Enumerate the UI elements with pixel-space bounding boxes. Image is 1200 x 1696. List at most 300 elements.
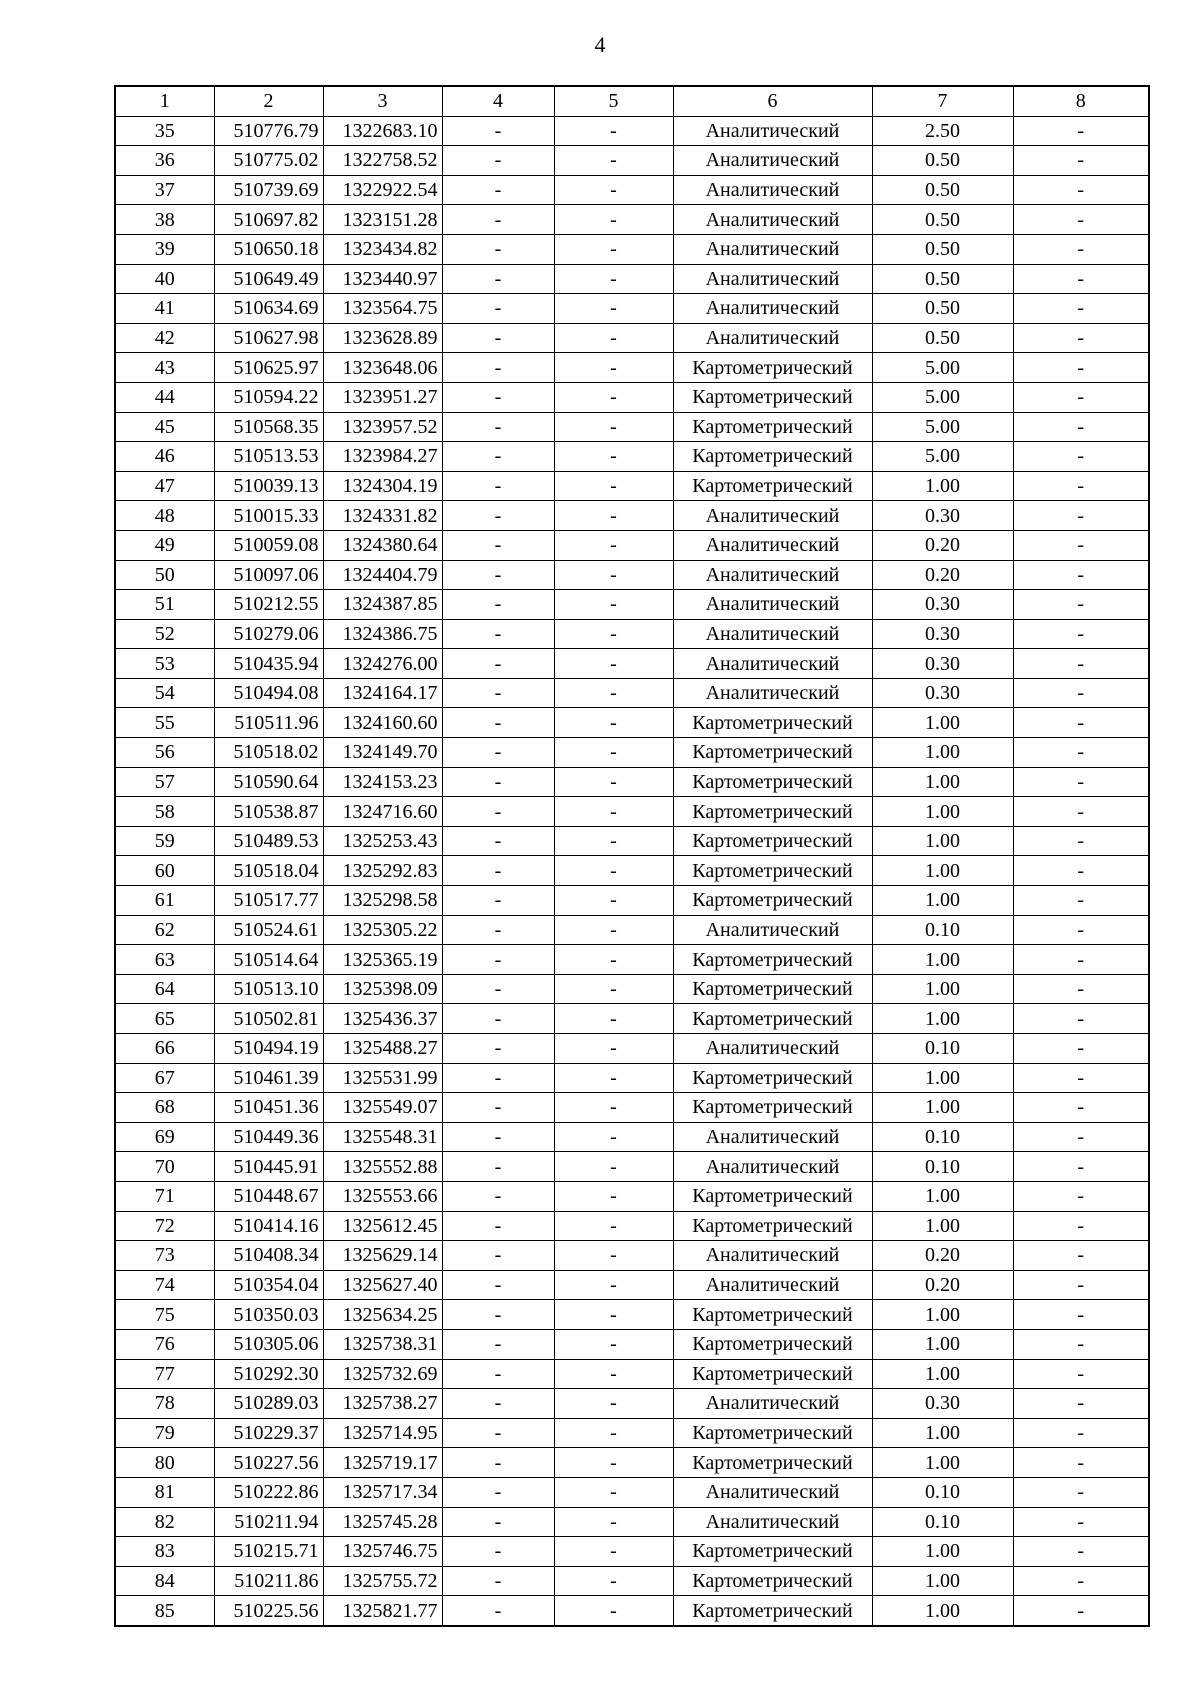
point-number: 53 — [115, 649, 214, 679]
coord-x: 510650.18 — [214, 234, 323, 264]
col-5-value: - — [554, 1329, 673, 1359]
precision: 1.00 — [872, 886, 1013, 916]
point-number: 75 — [115, 1300, 214, 1330]
coord-x: 510222.86 — [214, 1477, 323, 1507]
col-4-value: - — [442, 530, 554, 560]
page-number: 4 — [594, 32, 606, 57]
method: Аналитический — [673, 1389, 872, 1419]
point-number: 51 — [115, 590, 214, 620]
point-number: 36 — [115, 146, 214, 176]
table-row — [115, 1211, 1149, 1241]
coord-x: 510489.53 — [214, 826, 323, 856]
coord-x: 510279.06 — [214, 619, 323, 649]
table-row — [115, 678, 1149, 708]
col-4-value: - — [442, 1181, 554, 1211]
coord-y: 1325548.31 — [323, 1122, 442, 1152]
col-8-value: - — [1013, 1596, 1149, 1626]
method: Аналитический — [673, 1241, 872, 1271]
col-4-value: - — [442, 1300, 554, 1330]
method: Картометрический — [673, 886, 872, 916]
coord-x: 510229.37 — [214, 1418, 323, 1448]
col-5-value: - — [554, 205, 673, 235]
point-number: 85 — [115, 1596, 214, 1626]
coord-x: 510524.61 — [214, 915, 323, 945]
precision: 0.30 — [872, 649, 1013, 679]
precision: 5.00 — [872, 382, 1013, 412]
col-8-value: - — [1013, 678, 1149, 708]
coord-x: 510776.79 — [214, 116, 323, 146]
precision: 1.00 — [872, 471, 1013, 501]
point-number: 52 — [115, 619, 214, 649]
col-8-value: - — [1013, 1566, 1149, 1596]
table-row — [115, 1359, 1149, 1389]
precision: 1.00 — [872, 797, 1013, 827]
precision: 0.10 — [872, 1122, 1013, 1152]
point-number: 46 — [115, 442, 214, 472]
col-8-value: - — [1013, 530, 1149, 560]
precision: 0.30 — [872, 590, 1013, 620]
point-number: 71 — [115, 1181, 214, 1211]
col-4-value: - — [442, 1152, 554, 1182]
table-row — [115, 1537, 1149, 1567]
col-4-value: - — [442, 945, 554, 975]
method: Картометрический — [673, 471, 872, 501]
table-row — [115, 590, 1149, 620]
coord-x: 510408.34 — [214, 1241, 323, 1271]
coord-y: 1324153.23 — [323, 767, 442, 797]
column-header-5: 5 — [554, 86, 673, 116]
col-8-value: - — [1013, 649, 1149, 679]
col-8-value: - — [1013, 442, 1149, 472]
col-4-value: - — [442, 886, 554, 916]
col-8-value: - — [1013, 1063, 1149, 1093]
column-header-3: 3 — [323, 86, 442, 116]
col-8-value: - — [1013, 175, 1149, 205]
table-row — [115, 442, 1149, 472]
col-8-value: - — [1013, 1507, 1149, 1537]
table-row — [115, 915, 1149, 945]
col-8-value: - — [1013, 974, 1149, 1004]
table-row — [115, 826, 1149, 856]
coord-y: 1325732.69 — [323, 1359, 442, 1389]
coord-x: 510212.55 — [214, 590, 323, 620]
precision: 1.00 — [872, 826, 1013, 856]
table-header-row — [115, 86, 1149, 116]
col-4-value: - — [442, 1093, 554, 1123]
col-8-value: - — [1013, 412, 1149, 442]
col-4-value: - — [442, 915, 554, 945]
col-4-value: - — [442, 1270, 554, 1300]
coord-y: 1323434.82 — [323, 234, 442, 264]
col-4-value: - — [442, 471, 554, 501]
col-5-value: - — [554, 1152, 673, 1182]
point-number: 84 — [115, 1566, 214, 1596]
point-number: 76 — [115, 1329, 214, 1359]
column-header-6: 6 — [673, 86, 872, 116]
col-4-value: - — [442, 1418, 554, 1448]
col-4-value: - — [442, 619, 554, 649]
point-number: 81 — [115, 1477, 214, 1507]
col-8-value: - — [1013, 382, 1149, 412]
point-number: 43 — [115, 353, 214, 383]
col-5-value: - — [554, 649, 673, 679]
coord-y: 1325745.28 — [323, 1507, 442, 1537]
coord-x: 510494.08 — [214, 678, 323, 708]
coord-y: 1325627.40 — [323, 1270, 442, 1300]
method: Аналитический — [673, 294, 872, 324]
coord-x: 510354.04 — [214, 1270, 323, 1300]
col-4-value: - — [442, 708, 554, 738]
coord-x: 510211.86 — [214, 1566, 323, 1596]
method: Картометрический — [673, 826, 872, 856]
precision: 1.00 — [872, 1566, 1013, 1596]
precision: 1.00 — [872, 1596, 1013, 1626]
point-number: 80 — [115, 1448, 214, 1478]
coord-y: 1325738.31 — [323, 1329, 442, 1359]
precision: 2.50 — [872, 116, 1013, 146]
method: Картометрический — [673, 974, 872, 1004]
coord-x: 510514.64 — [214, 945, 323, 975]
point-number: 77 — [115, 1359, 214, 1389]
point-number: 73 — [115, 1241, 214, 1271]
table-row — [115, 1596, 1149, 1626]
col-8-value: - — [1013, 915, 1149, 945]
point-number: 65 — [115, 1004, 214, 1034]
col-8-value: - — [1013, 1211, 1149, 1241]
col-4-value: - — [442, 264, 554, 294]
method: Аналитический — [673, 205, 872, 235]
col-5-value: - — [554, 294, 673, 324]
point-number: 44 — [115, 382, 214, 412]
table-row — [115, 767, 1149, 797]
method: Картометрический — [673, 1063, 872, 1093]
col-8-value: - — [1013, 767, 1149, 797]
table-row — [115, 116, 1149, 146]
col-4-value: - — [442, 590, 554, 620]
precision: 0.30 — [872, 619, 1013, 649]
coord-y: 1323984.27 — [323, 442, 442, 472]
coord-x: 510350.03 — [214, 1300, 323, 1330]
coord-y: 1323648.06 — [323, 353, 442, 383]
coord-x: 510215.71 — [214, 1537, 323, 1567]
col-5-value: - — [554, 1181, 673, 1211]
coord-y: 1323151.28 — [323, 205, 442, 235]
precision: 1.00 — [872, 1448, 1013, 1478]
table-row — [115, 501, 1149, 531]
table-row — [115, 382, 1149, 412]
coord-y: 1325719.17 — [323, 1448, 442, 1478]
precision: 0.20 — [872, 1270, 1013, 1300]
col-4-value: - — [442, 1004, 554, 1034]
col-5-value: - — [554, 471, 673, 501]
coord-x: 510097.06 — [214, 560, 323, 590]
col-5-value: - — [554, 1596, 673, 1626]
col-5-value: - — [554, 678, 673, 708]
col-5-value: - — [554, 1389, 673, 1419]
coord-x: 510739.69 — [214, 175, 323, 205]
col-5-value: - — [554, 974, 673, 1004]
method: Картометрический — [673, 797, 872, 827]
coord-y: 1324276.00 — [323, 649, 442, 679]
coord-x: 510461.39 — [214, 1063, 323, 1093]
col-5-value: - — [554, 1359, 673, 1389]
method: Картометрический — [673, 1300, 872, 1330]
col-4-value: - — [442, 353, 554, 383]
table-row — [115, 1093, 1149, 1123]
method: Картометрический — [673, 738, 872, 768]
point-number: 69 — [115, 1122, 214, 1152]
col-4-value: - — [442, 1477, 554, 1507]
table-row — [115, 945, 1149, 975]
col-5-value: - — [554, 708, 673, 738]
table-row — [115, 264, 1149, 294]
precision: 0.50 — [872, 234, 1013, 264]
col-5-value: - — [554, 264, 673, 294]
table-row — [115, 708, 1149, 738]
coord-x: 510494.19 — [214, 1034, 323, 1064]
col-5-value: - — [554, 797, 673, 827]
col-4-value: - — [442, 1211, 554, 1241]
table-row — [115, 294, 1149, 324]
point-number: 40 — [115, 264, 214, 294]
col-8-value: - — [1013, 234, 1149, 264]
col-4-value: - — [442, 146, 554, 176]
col-5-value: - — [554, 1537, 673, 1567]
point-number: 63 — [115, 945, 214, 975]
coord-y: 1323564.75 — [323, 294, 442, 324]
coord-x: 510518.04 — [214, 856, 323, 886]
col-4-value: - — [442, 767, 554, 797]
coord-y: 1324331.82 — [323, 501, 442, 531]
coord-x: 510445.91 — [214, 1152, 323, 1182]
col-4-value: - — [442, 1063, 554, 1093]
coord-y: 1324387.85 — [323, 590, 442, 620]
table-row — [115, 1122, 1149, 1152]
coord-y: 1325298.58 — [323, 886, 442, 916]
table-row — [115, 649, 1149, 679]
coord-x: 510225.56 — [214, 1596, 323, 1626]
method: Аналитический — [673, 1122, 872, 1152]
table-row — [115, 1270, 1149, 1300]
method: Картометрический — [673, 1181, 872, 1211]
table-row — [115, 1566, 1149, 1596]
col-5-value: - — [554, 353, 673, 383]
col-5-value: - — [554, 619, 673, 649]
col-5-value: - — [554, 826, 673, 856]
method: Картометрический — [673, 1566, 872, 1596]
col-4-value: - — [442, 560, 554, 590]
precision: 5.00 — [872, 353, 1013, 383]
coord-y: 1325292.83 — [323, 856, 442, 886]
method: Аналитический — [673, 146, 872, 176]
coord-x: 510414.16 — [214, 1211, 323, 1241]
coord-y: 1325717.34 — [323, 1477, 442, 1507]
table-row — [115, 205, 1149, 235]
coord-y: 1324304.19 — [323, 471, 442, 501]
col-5-value: - — [554, 856, 673, 886]
method: Картометрический — [673, 767, 872, 797]
col-4-value: - — [442, 797, 554, 827]
table-row — [115, 619, 1149, 649]
coord-x: 510517.77 — [214, 886, 323, 916]
method: Картометрический — [673, 1093, 872, 1123]
col-5-value: - — [554, 1063, 673, 1093]
table-row — [115, 1181, 1149, 1211]
method: Картометрический — [673, 1359, 872, 1389]
col-5-value: - — [554, 1507, 673, 1537]
point-number: 67 — [115, 1063, 214, 1093]
table-row — [115, 560, 1149, 590]
coord-y: 1322922.54 — [323, 175, 442, 205]
coord-x: 510627.98 — [214, 323, 323, 353]
table-row — [115, 1389, 1149, 1419]
coord-y: 1325634.25 — [323, 1300, 442, 1330]
precision: 1.00 — [872, 1359, 1013, 1389]
col-8-value: - — [1013, 471, 1149, 501]
col-5-value: - — [554, 530, 673, 560]
method: Картометрический — [673, 1004, 872, 1034]
table-row — [115, 1507, 1149, 1537]
col-5-value: - — [554, 382, 673, 412]
col-5-value: - — [554, 116, 673, 146]
coord-x: 510538.87 — [214, 797, 323, 827]
precision: 1.00 — [872, 1300, 1013, 1330]
col-8-value: - — [1013, 1270, 1149, 1300]
coord-x: 510059.08 — [214, 530, 323, 560]
col-4-value: - — [442, 826, 554, 856]
col-8-value: - — [1013, 353, 1149, 383]
table-body — [115, 116, 1149, 1626]
precision: 0.20 — [872, 530, 1013, 560]
precision: 1.00 — [872, 738, 1013, 768]
table-row — [115, 1418, 1149, 1448]
coord-y: 1324380.64 — [323, 530, 442, 560]
coord-x: 510435.94 — [214, 649, 323, 679]
col-8-value: - — [1013, 116, 1149, 146]
method: Аналитический — [673, 1152, 872, 1182]
col-5-value: - — [554, 412, 673, 442]
coord-y: 1325488.27 — [323, 1034, 442, 1064]
precision: 1.00 — [872, 1537, 1013, 1567]
point-number: 66 — [115, 1034, 214, 1064]
coord-y: 1324386.75 — [323, 619, 442, 649]
coord-y: 1325738.27 — [323, 1389, 442, 1419]
table-row — [115, 1004, 1149, 1034]
table-row — [115, 353, 1149, 383]
col-4-value: - — [442, 856, 554, 886]
method: Аналитический — [673, 264, 872, 294]
method: Аналитический — [673, 560, 872, 590]
table-row — [115, 1034, 1149, 1064]
col-5-value: - — [554, 501, 673, 531]
col-4-value: - — [442, 738, 554, 768]
precision: 1.00 — [872, 1004, 1013, 1034]
precision: 1.00 — [872, 1181, 1013, 1211]
coord-y: 1324404.79 — [323, 560, 442, 590]
coord-y: 1325755.72 — [323, 1566, 442, 1596]
col-4-value: - — [442, 1359, 554, 1389]
coord-y: 1323957.52 — [323, 412, 442, 442]
point-number: 56 — [115, 738, 214, 768]
coord-y: 1325552.88 — [323, 1152, 442, 1182]
coord-y: 1325365.19 — [323, 945, 442, 975]
col-4-value: - — [442, 649, 554, 679]
method: Аналитический — [673, 530, 872, 560]
coord-x: 510590.64 — [214, 767, 323, 797]
table-row — [115, 738, 1149, 768]
coord-x: 510502.81 — [214, 1004, 323, 1034]
col-8-value: - — [1013, 590, 1149, 620]
precision: 1.00 — [872, 1093, 1013, 1123]
table-row — [115, 1063, 1149, 1093]
col-8-value: - — [1013, 1300, 1149, 1330]
method: Картометрический — [673, 1329, 872, 1359]
col-5-value: - — [554, 886, 673, 916]
col-4-value: - — [442, 1507, 554, 1537]
coord-y: 1325305.22 — [323, 915, 442, 945]
coord-y: 1325629.14 — [323, 1241, 442, 1271]
precision: 0.30 — [872, 501, 1013, 531]
col-5-value: - — [554, 146, 673, 176]
point-number: 47 — [115, 471, 214, 501]
table-row — [115, 1241, 1149, 1271]
coord-x: 510568.35 — [214, 412, 323, 442]
method: Аналитический — [673, 1034, 872, 1064]
precision: 0.50 — [872, 294, 1013, 324]
precision: 0.10 — [872, 915, 1013, 945]
coord-x: 510015.33 — [214, 501, 323, 531]
method: Аналитический — [673, 501, 872, 531]
method: Картометрический — [673, 856, 872, 886]
col-8-value: - — [1013, 1181, 1149, 1211]
point-number: 72 — [115, 1211, 214, 1241]
col-5-value: - — [554, 1270, 673, 1300]
column-header-4: 4 — [442, 86, 554, 116]
col-5-value: - — [554, 1418, 673, 1448]
point-number: 41 — [115, 294, 214, 324]
col-5-value: - — [554, 1477, 673, 1507]
coord-y: 1323628.89 — [323, 323, 442, 353]
point-number: 49 — [115, 530, 214, 560]
table-row — [115, 797, 1149, 827]
col-5-value: - — [554, 915, 673, 945]
table-row — [115, 323, 1149, 353]
method: Аналитический — [673, 323, 872, 353]
col-4-value: - — [442, 1448, 554, 1478]
point-number: 74 — [115, 1270, 214, 1300]
method: Аналитический — [673, 649, 872, 679]
col-8-value: - — [1013, 1093, 1149, 1123]
coord-y: 1324149.70 — [323, 738, 442, 768]
table-row — [115, 146, 1149, 176]
point-number: 45 — [115, 412, 214, 442]
table-row — [115, 412, 1149, 442]
col-5-value: - — [554, 1034, 673, 1064]
table-row — [115, 856, 1149, 886]
coord-x: 510625.97 — [214, 353, 323, 383]
table-row — [115, 175, 1149, 205]
col-8-value: - — [1013, 886, 1149, 916]
col-8-value: - — [1013, 1004, 1149, 1034]
precision: 0.10 — [872, 1034, 1013, 1064]
col-8-value: - — [1013, 146, 1149, 176]
table-row — [115, 1300, 1149, 1330]
col-8-value: - — [1013, 1152, 1149, 1182]
column-header-1: 1 — [115, 86, 214, 116]
coord-y: 1325549.07 — [323, 1093, 442, 1123]
method: Картометрический — [673, 382, 872, 412]
point-number: 62 — [115, 915, 214, 945]
